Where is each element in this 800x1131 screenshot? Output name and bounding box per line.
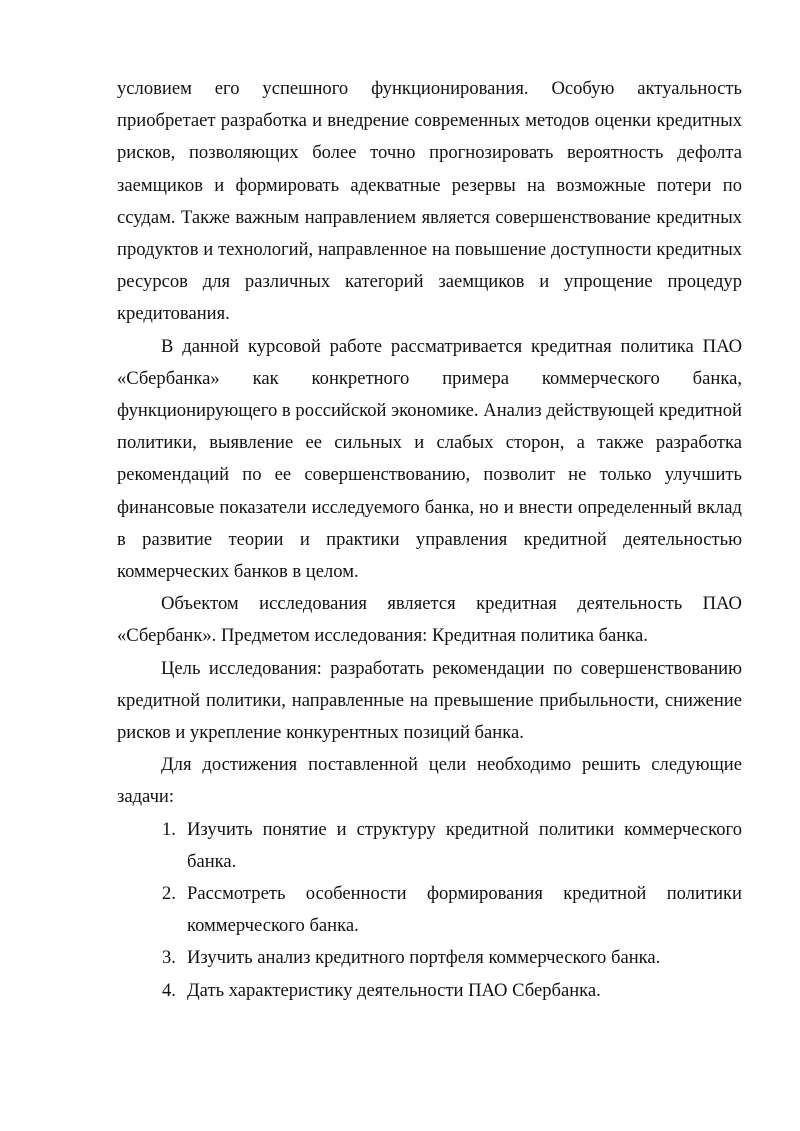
list-item-number: 4. (162, 979, 176, 1001)
list-item (117, 975, 742, 1007)
paragraph-research-goal: Цель исследования: разработать рекомендации по совершенствованию кредитной политики, направленные на превышение прибыльности, снижение рисков и укрепление конкурентных позиций банка. (117, 657, 742, 744)
paragraph-object-subject: Объектом исследования является кредитная деятельность ПАО «Сбербанк». Предметом исследования: Кредитная политика банка. (117, 593, 742, 647)
list-item (117, 878, 742, 942)
tasks-list (117, 814, 742, 1007)
document-page (117, 73, 742, 1007)
list-item (117, 942, 742, 974)
list-item-text: Рассмотреть особенности формирования кредитной политики коммерческого банка. (187, 883, 742, 937)
paragraph-subject-overview: В данной курсовой работе рассматривается кредитная политика ПАО «Сбербанка» как конкретного примера коммерческого банка, функционирующего в российской экономике. Анализ действующей кредитной политики, выявление ее сильных и слабых сторон, а также разработка рекомендаций по ее совершенствованию, позволит не только улучшить финансовые показатели исследуемого банка, но и внести определенный вклад в развитие теории и практики управления кредитной деятельностью коммерческих банков в целом. (117, 335, 742, 583)
list-item-number: 2. (162, 883, 176, 905)
list-item-text: Дать характеристику деятельности ПАО Сбербанка. (187, 979, 601, 1001)
paragraph-tasks-intro: Для достижения поставленной цели необходимо решить следующие задачи: (117, 754, 742, 808)
list-item-number: 3. (162, 947, 176, 969)
list-item-text: Изучить анализ кредитного портфеля коммерческого банка. (187, 947, 661, 969)
list-item (117, 814, 742, 878)
list-item-number: 1. (162, 818, 176, 840)
list-item-text: Изучить понятие и структуру кредитной политики коммерческого банка. (187, 818, 742, 872)
paragraph-continuation: условием его успешного функционирования. Особую актуальность приобретает разработка и внедрение современных методов оценки кредитных рисков, позволяющих более точно прогнозировать вероятность дефолта заемщиков и формировать адекватные резервы на возможные потери по ссудам. Также важным направлением является совершенствование кредитных продуктов и технологий, направленное на повышение доступности кредитных ресурсов для различных категорий заемщиков и упрощение процедур кредитования. (117, 78, 742, 325)
